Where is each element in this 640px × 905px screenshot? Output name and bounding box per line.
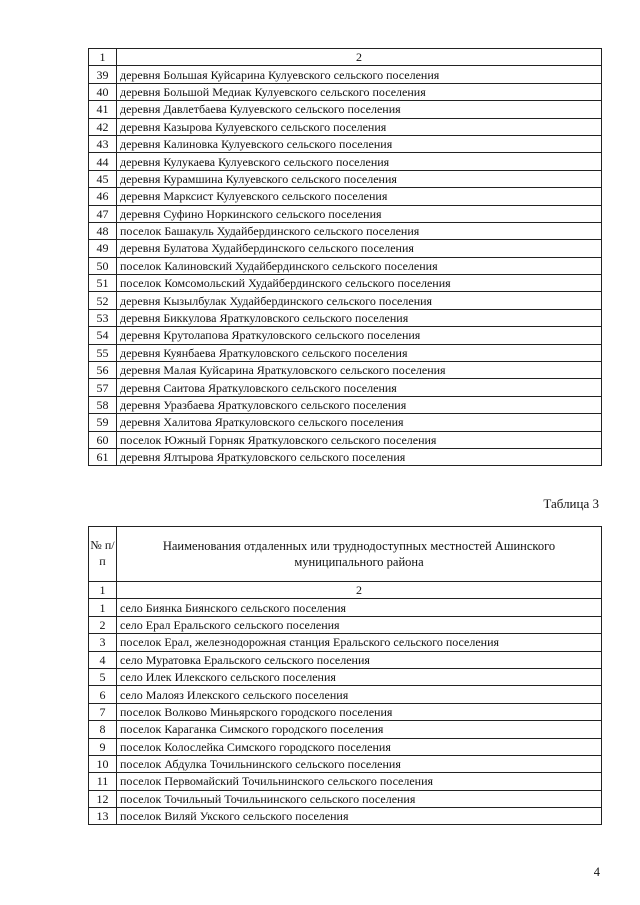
row-number: 39 bbox=[89, 66, 117, 83]
table-row bbox=[89, 396, 602, 413]
table3-body bbox=[89, 527, 602, 825]
locality-name: деревня Саитова Яраткуловского сельского поселения bbox=[117, 379, 602, 396]
settlements-table-continued bbox=[88, 48, 602, 466]
table3-header-row bbox=[89, 582, 602, 599]
table-row bbox=[89, 703, 602, 720]
table-row bbox=[89, 773, 602, 790]
row-number: 5 bbox=[89, 668, 117, 685]
locality-name: деревня Суфино Норкинского сельского поселения bbox=[117, 205, 602, 222]
table-row bbox=[89, 309, 602, 326]
locality-name: поселок Караганка Симского городского поселения bbox=[117, 721, 602, 738]
locality-name: деревня Ялтырова Яраткуловского сельского поселения bbox=[117, 448, 602, 465]
row-number: 52 bbox=[89, 292, 117, 309]
table-row bbox=[89, 686, 602, 703]
row-number: 4 bbox=[89, 651, 117, 668]
locality-name: деревня Булатова Худайбердинского сельского поселения bbox=[117, 240, 602, 257]
table2-header-col2: 2 bbox=[117, 49, 602, 66]
table-row bbox=[89, 257, 602, 274]
locality-name: деревня Биккулова Яраткуловского сельского поселения bbox=[117, 309, 602, 326]
locality-name: деревня Калиновка Кулуевского сельского поселения bbox=[117, 135, 602, 152]
table-row bbox=[89, 379, 602, 396]
row-number: 47 bbox=[89, 205, 117, 222]
locality-name: поселок Башакуль Худайбердинского сельского поселения bbox=[117, 222, 602, 239]
row-number: 41 bbox=[89, 101, 117, 118]
locality-name: поселок Волково Миньярского городского поселения bbox=[117, 703, 602, 720]
locality-name: деревня Большой Медиак Кулуевского сельского поселения bbox=[117, 83, 602, 100]
table2-header-col1: 1 bbox=[89, 49, 117, 66]
table-row bbox=[89, 668, 602, 685]
table-row bbox=[89, 327, 602, 344]
row-number: 40 bbox=[89, 83, 117, 100]
row-number: 59 bbox=[89, 414, 117, 431]
table-row bbox=[89, 83, 602, 100]
locality-name: деревня Крутолапова Яраткуловского сельского поселения bbox=[117, 327, 602, 344]
table-row bbox=[89, 738, 602, 755]
row-number: 1 bbox=[89, 599, 117, 616]
row-number: 42 bbox=[89, 118, 117, 135]
table-row bbox=[89, 240, 602, 257]
row-number: 10 bbox=[89, 755, 117, 772]
locality-name: село Биянка Биянского сельского поселения bbox=[117, 599, 602, 616]
table-row bbox=[89, 431, 602, 448]
locality-name: деревня Давлетбаева Кулуевского сельского поселения bbox=[117, 101, 602, 118]
table-row bbox=[89, 66, 602, 83]
locality-name: деревня Кызылбулак Худайбердинского сельского поселения bbox=[117, 292, 602, 309]
remote-localities-table bbox=[88, 526, 602, 825]
row-number: 56 bbox=[89, 362, 117, 379]
table-row bbox=[89, 275, 602, 292]
row-number: 50 bbox=[89, 257, 117, 274]
locality-name: деревня Казырова Кулуевского сельского поселения bbox=[117, 118, 602, 135]
page-number: 4 bbox=[593, 865, 600, 879]
table-row bbox=[89, 362, 602, 379]
row-number: 45 bbox=[89, 170, 117, 187]
locality-name: поселок Комсомольский Худайбердинского сельского поселения bbox=[117, 275, 602, 292]
table2-header-row bbox=[89, 49, 602, 66]
locality-name: деревня Марксист Кулуевского сельского поселения bbox=[117, 188, 602, 205]
row-number: 9 bbox=[89, 738, 117, 755]
row-number: 46 bbox=[89, 188, 117, 205]
locality-name: поселок Колослейка Симского городского поселения bbox=[117, 738, 602, 755]
table3-caption: Таблица 3 bbox=[543, 496, 599, 511]
locality-name: поселок Абдулка Точильнинского сельского поселения bbox=[117, 755, 602, 772]
table-row bbox=[89, 292, 602, 309]
row-number: 53 bbox=[89, 309, 117, 326]
table-row bbox=[89, 153, 602, 170]
row-number: 43 bbox=[89, 135, 117, 152]
row-number: 3 bbox=[89, 634, 117, 651]
row-number: 2 bbox=[89, 616, 117, 633]
table-row bbox=[89, 808, 602, 825]
locality-name: село Ерал Еральского сельского поселения bbox=[117, 616, 602, 633]
locality-name: село Илек Илекского сельского поселения bbox=[117, 668, 602, 685]
table-row bbox=[89, 188, 602, 205]
locality-name: деревня Уразбаева Яраткуловского сельского поселения bbox=[117, 396, 602, 413]
table-row bbox=[89, 135, 602, 152]
table-row bbox=[89, 634, 602, 651]
row-number: 7 bbox=[89, 703, 117, 720]
table3-header-col2: 2 bbox=[117, 582, 602, 599]
table-row bbox=[89, 599, 602, 616]
row-number: 11 bbox=[89, 773, 117, 790]
locality-name: поселок Виляй Укского сельского поселения bbox=[117, 808, 602, 825]
table-row bbox=[89, 101, 602, 118]
locality-name: деревня Халитова Яраткуловского сельского поселения bbox=[117, 414, 602, 431]
table2-body bbox=[89, 49, 602, 466]
locality-name: поселок Ерал, железнодорожная станция Еральского сельского поселения bbox=[117, 634, 602, 651]
row-number: 8 bbox=[89, 721, 117, 738]
row-number: 57 bbox=[89, 379, 117, 396]
table-row bbox=[89, 790, 602, 807]
locality-name: поселок Первомайский Точильнинского сельского поселения bbox=[117, 773, 602, 790]
row-number: 49 bbox=[89, 240, 117, 257]
table-row bbox=[89, 222, 602, 239]
table-row bbox=[89, 344, 602, 361]
table-row bbox=[89, 170, 602, 187]
locality-name: село Малояз Илекского сельского поселения bbox=[117, 686, 602, 703]
row-number: 6 bbox=[89, 686, 117, 703]
row-number: 54 bbox=[89, 327, 117, 344]
row-number: 60 bbox=[89, 431, 117, 448]
locality-name: поселок Калиновский Худайбердинского сельского поселения bbox=[117, 257, 602, 274]
row-number: 58 bbox=[89, 396, 117, 413]
table-row bbox=[89, 414, 602, 431]
table-row bbox=[89, 616, 602, 633]
locality-name: поселок Южный Горняк Яраткуловского сельского поселения bbox=[117, 431, 602, 448]
locality-name: деревня Курамшина Кулуевского сельского поселения bbox=[117, 170, 602, 187]
locality-name: деревня Куянбаева Яраткуловского сельского поселения bbox=[117, 344, 602, 361]
row-number: 44 bbox=[89, 153, 117, 170]
table3-head-num: № п/п bbox=[89, 527, 117, 582]
locality-name: село Муратовка Еральского сельского поселения bbox=[117, 651, 602, 668]
table-row bbox=[89, 651, 602, 668]
table-row bbox=[89, 118, 602, 135]
table3-head-title: Наименования отдаленных или труднодоступных местностей Ашинского муниципального района bbox=[117, 527, 602, 582]
locality-name: поселок Точильный Точильнинского сельского поселения bbox=[117, 790, 602, 807]
row-number: 55 bbox=[89, 344, 117, 361]
table-row bbox=[89, 205, 602, 222]
locality-name: деревня Большая Куйсарина Кулуевского сельского поселения bbox=[117, 66, 602, 83]
table-row bbox=[89, 721, 602, 738]
row-number: 61 bbox=[89, 448, 117, 465]
table3-header-col1: 1 bbox=[89, 582, 117, 599]
locality-name: деревня Малая Куйсарина Яраткуловского сельского поселения bbox=[117, 362, 602, 379]
locality-name: деревня Кулукаева Кулуевского сельского поселения bbox=[117, 153, 602, 170]
table3-title-row bbox=[89, 527, 602, 582]
table-row bbox=[89, 755, 602, 772]
row-number: 51 bbox=[89, 275, 117, 292]
row-number: 12 bbox=[89, 790, 117, 807]
row-number: 13 bbox=[89, 808, 117, 825]
row-number: 48 bbox=[89, 222, 117, 239]
table-row bbox=[89, 448, 602, 465]
